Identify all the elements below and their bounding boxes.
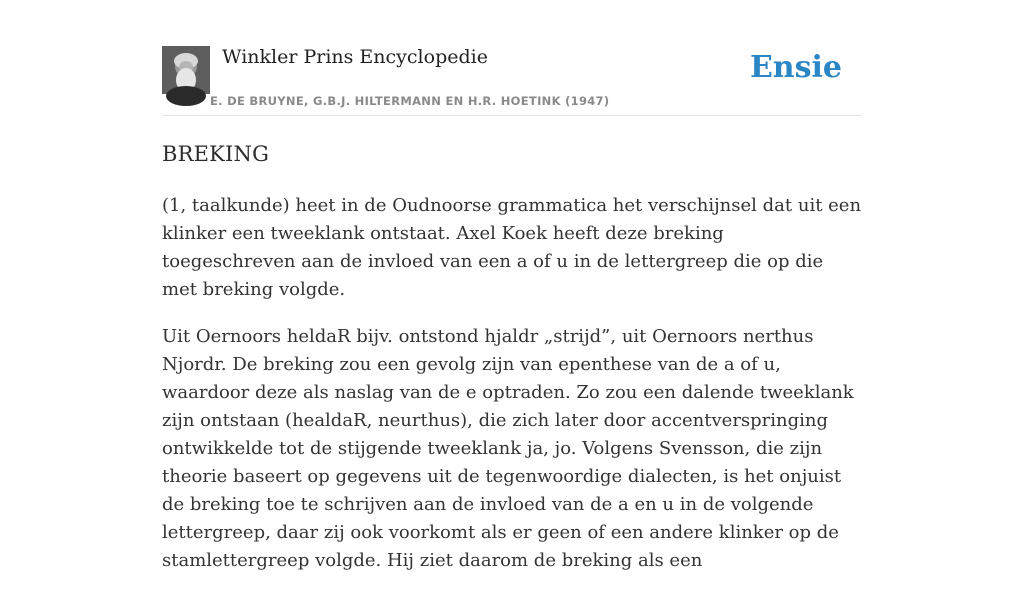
author-avatar [162, 46, 210, 94]
entry-title: BREKING [162, 142, 270, 166]
authors-byline: E. DE BRUYNE, G.B.J. HILTERMANN EN H.R. HOETINK (1947) [210, 94, 610, 108]
portrait-photo-icon [162, 46, 210, 94]
site-title[interactable]: Winkler Prins Encyclopedie [222, 46, 488, 68]
paragraph: Uit Oernoors heldaR bijv. ontstond hjaldr „strijd”, uit Oernoors nerthus Njordr. De breking zou een gevolg zijn van epenthese van de a of u, waardoor deze als naslag van de e optraden. Zo zou een dalende tweeklank zijn ontstaan (healdaR, neurthus), die zich later door accentverspringing ontwikkelde tot de stijgende tweeklank ja, jo. Volgens Svensson, die zijn theorie baseert op gegevens uit de tegenwoordige dialecten, is het onjuist de breking toe te schrijven aan de invloed van de a en u in de volgende lettergreep, daar zij ook voorkomt als er geen of een andere klinker op de stamlettergreep volgde. Hij ziet daarom de breking als een [162, 326, 854, 571]
article-body [162, 192, 862, 594]
brand-logo[interactable]: Ensie [749, 50, 842, 85]
paragraph: (1, taalkunde) heet in de Oudnoorse grammatica het verschijnsel dat uit een klinker een tweeklank ontstaat. Axel Koek heeft deze breking toegeschreven aan de invloed van een a of u in de lettergreep die op die met breking volgde. [162, 195, 862, 300]
header-divider [162, 115, 862, 116]
